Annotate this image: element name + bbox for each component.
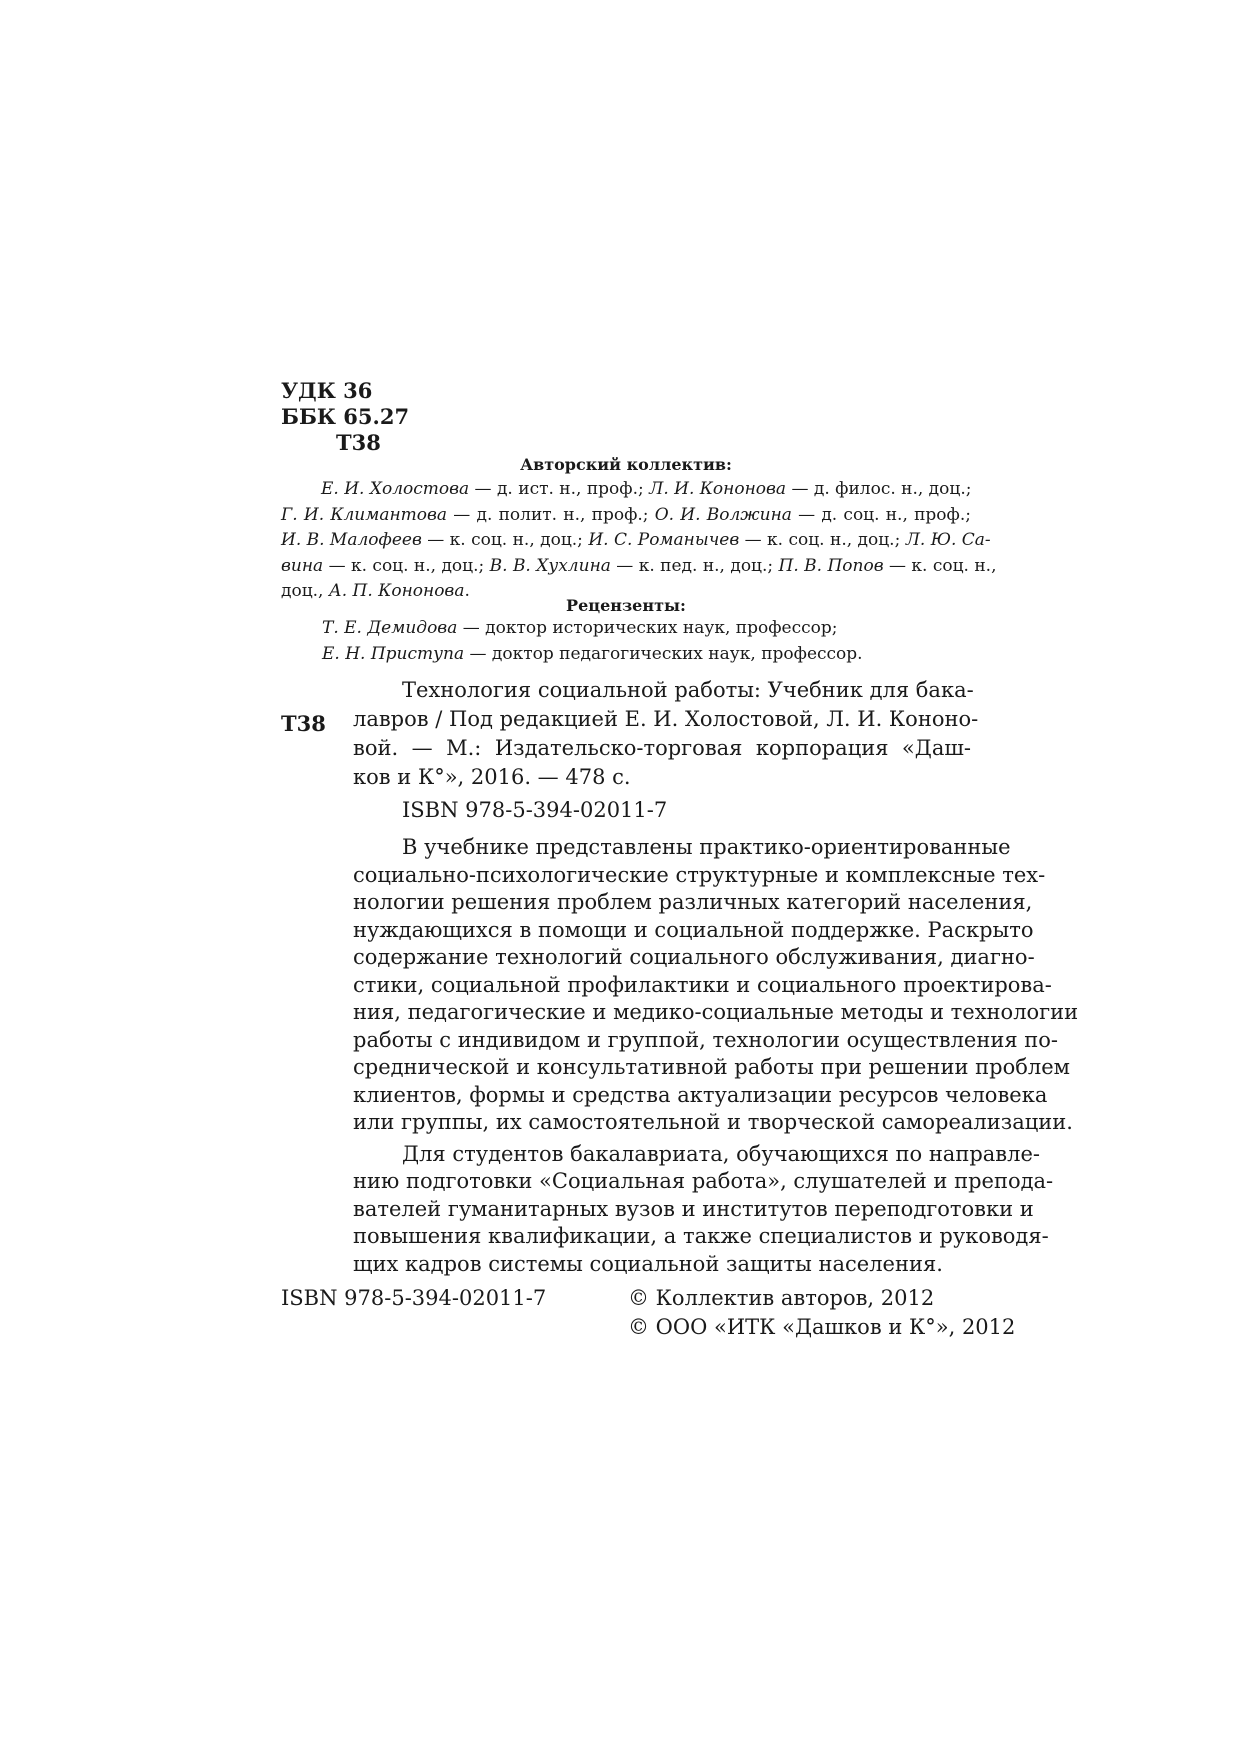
author-line: И. В. Малофеев — к. соц. н., доц.; И. С. Романычев — к. соц. н., доц.; Л. Ю. Са- <box>281 530 991 550</box>
copyright-publisher: © ООО «ИТК «Дашков и К°», 2012 <box>628 1315 1016 1339</box>
abstract-line: повышения квалификации, а также специалистов и руководя- <box>353 1224 1049 1248</box>
reviewers-heading: Рецензенты: <box>566 596 686 615</box>
abstract-text <box>353 834 1079 1278</box>
abstract-line: В учебнике представлены практико-ориентированные <box>402 835 1011 859</box>
biblio-line: вой. — М.: Издательско-торговая корпорация «Даш- <box>353 736 971 760</box>
copyright-block <box>628 1284 1015 1342</box>
copyright-authors: © Коллектив авторов, 2012 <box>628 1286 935 1310</box>
abstract-line: стики, социальной профилактики и социального проектирова- <box>353 972 1052 997</box>
bbk-code: ББК 65.27 <box>281 404 410 429</box>
abstract-line: среднической и консультативной работы при решении проблем <box>353 1055 1070 1079</box>
reviewer-line: Е. Н. Приступа — доктор педагогических наук, профессор. <box>322 644 863 664</box>
abstract-line: вателей гуманитарных вузов и институтов переподготовки и <box>353 1196 1034 1221</box>
abstract-line: нуждающихся в помощи и социальной поддержке. Раскрыто <box>353 917 1034 942</box>
abstract-line: работы с индивидом и группой, технологии осуществления по- <box>353 1027 1058 1052</box>
author-sign: Т38 <box>336 430 381 455</box>
reviewers-list <box>322 615 982 667</box>
bibliographic-description <box>353 676 979 792</box>
abstract-line: нологии решения проблем различных категорий населения, <box>353 890 1033 914</box>
biblio-author-sign: Т38 <box>281 711 326 736</box>
abstract-line: содержание технологий социального обслуживания, диагно- <box>353 945 1035 969</box>
abstract-line: щих кадров системы социальной защиты населения. <box>353 1251 943 1276</box>
abstract-line: социально-психологические структурные и комплексные тех- <box>353 862 1046 887</box>
author-line: доц., А. П. Кононова. <box>281 581 470 601</box>
isbn-line: ISBN 978-5-394-02011-7 <box>402 798 668 822</box>
author-line: вина — к. соц. н., доц.; В. В. Хухлина — к. пед. н., доц.; П. В. Попов — к. соц. н., <box>281 555 997 576</box>
classification-codes <box>281 378 409 456</box>
biblio-line: Технология социальной работы: Учебник для бака- <box>402 678 974 702</box>
authors-list <box>281 477 997 605</box>
abstract-line: или группы, их самостоятельной и творческой самореализации. <box>353 1110 1073 1134</box>
abstract-line: нию подготовки «Социальная работа», слушателей и препода- <box>353 1169 1054 1193</box>
udk-code: УДК 36 <box>281 378 373 403</box>
isbn-footer: ISBN 978-5-394-02011-7 <box>281 1286 547 1310</box>
authors-heading: Авторский коллектив: <box>520 455 732 474</box>
biblio-line: ков и К°», 2016. — 478 с. <box>353 765 631 789</box>
biblio-line: лавров / Под редакцией Е. И. Холостовой, Л. И. Кононо- <box>353 707 979 731</box>
author-line: Е. И. Холостова — д. ист. н., проф.; Л. И. Кононова — д. филос. н., доц.; <box>321 479 972 499</box>
abstract-line: клиентов, формы и средства актуализации ресурсов человека <box>353 1082 1048 1107</box>
author-line: Г. И. Климантова — д. полит. н., проф.; О. И. Волжина — д. соц. н., проф.; <box>281 504 971 525</box>
abstract-line: Для студентов бакалавриата, обучающихся по направле- <box>402 1141 1040 1166</box>
abstract-line: ния, педагогические и медико-социальные методы и технологии <box>353 1000 1079 1024</box>
reviewer-line: Т. Е. Демидова — доктор исторических наук, профессор; <box>322 618 838 638</box>
